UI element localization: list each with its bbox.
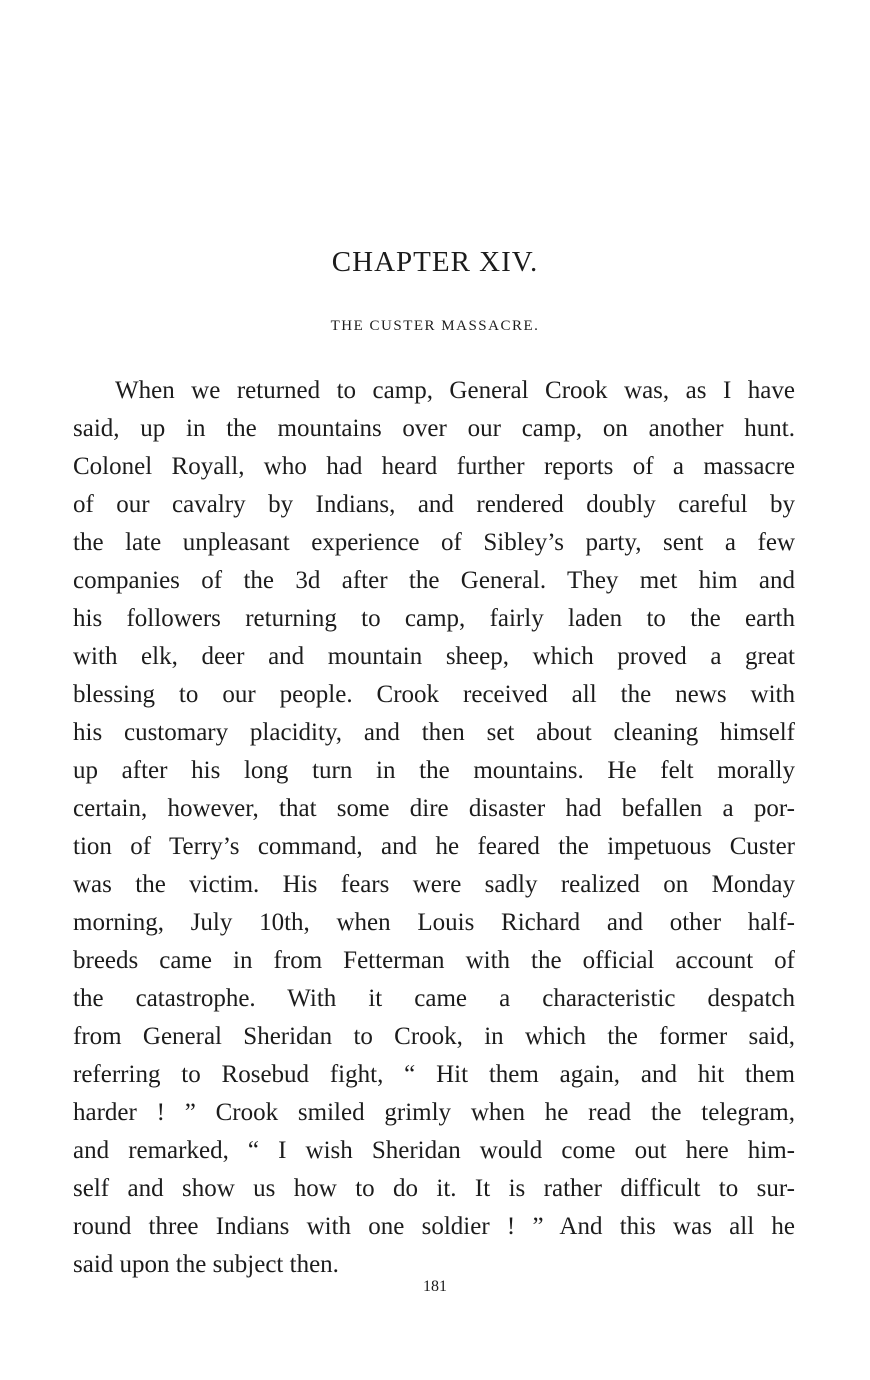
text-line: blessing to our people. Crook received all the news with [73,681,795,708]
text-line: said, up in the mountains over our camp, on another hunt. [73,415,795,442]
text-line: the late unpleasant experience of Sibley’s party, sent a few [73,529,795,556]
text-line: said upon the subject then. [73,1251,339,1278]
text-line: referring to Rosebud fight, “ Hit them again, and hit them [73,1061,795,1088]
chapter-title: CHAPTER XIV. [331,246,539,278]
text-line: companies of the 3d after the General. They met him and [73,567,795,594]
text-line: certain, however, that some dire disaster had befallen a por- [73,795,795,822]
body-paragraph [73,372,795,1284]
text-line: and remarked, “ I wish Sheridan would come out here him- [73,1137,795,1164]
text-line: from General Sheridan to Crook, in which the former said, [73,1023,795,1050]
text-line: of our cavalry by Indians, and rendered doubly careful by [73,491,795,518]
text-line: his customary placidity, and then set about cleaning himself [73,719,795,746]
text-line: self and show us how to do it. It is rather difficult to sur- [73,1175,795,1202]
text-line: with elk, deer and mountain sheep, which proved a great [73,643,795,670]
page-number: 181 [423,1278,447,1295]
text-line: harder ! ” Crook smiled grimly when he read the telegram, [73,1099,795,1126]
text-line: round three Indians with one soldier ! ” And this was all he [73,1213,795,1240]
text-line: breeds came in from Fetterman with the official account of [73,947,795,974]
text-line: morning, July 10th, when Louis Richard and other half- [73,909,795,936]
text-line: When we returned to camp, General Crook was, as I have [115,377,795,404]
chapter-subtitle: THE CUSTER MASSACRE. [330,318,540,334]
text-line: was the victim. His fears were sadly realized on Monday [73,871,795,898]
text-line: his followers returning to camp, fairly laden to the earth [73,605,795,632]
text-line: up after his long turn in the mountains. He felt morally [73,757,795,784]
text-line: Colonel Royall, who had heard further reports of a massacre [73,453,795,480]
text-line: tion of Terry’s command, and he feared the impetuous Custer [73,833,795,860]
text-line: the catastrophe. With it came a characteristic despatch [73,985,795,1012]
